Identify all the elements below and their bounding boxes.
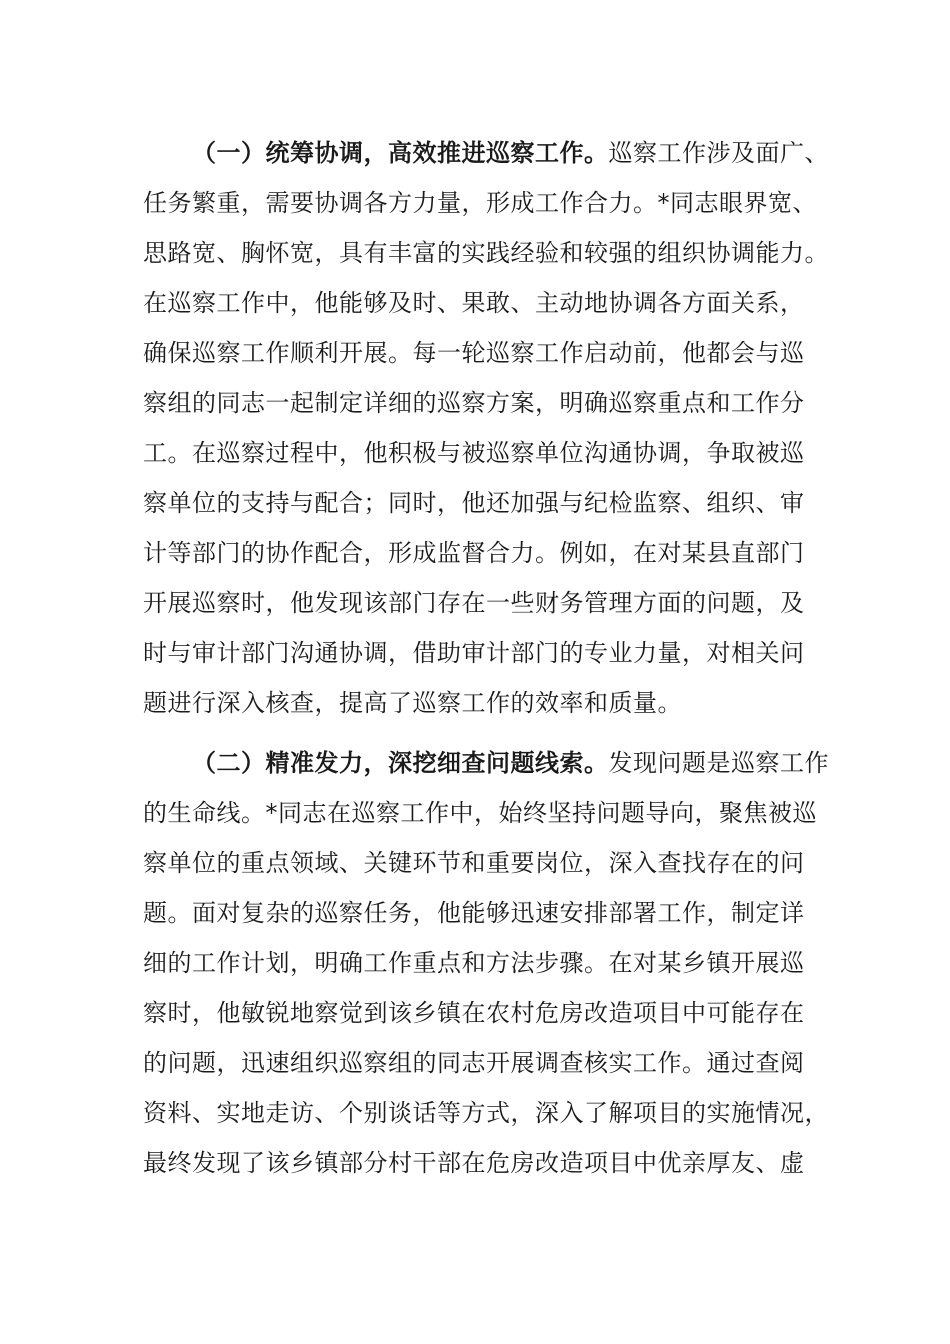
paragraph-1-line-6: 察组的同志一起制定详细的巡察方案，明确巡察重点和工作分: [143, 389, 805, 417]
paragraph-2-line-3: 察单位的重点领域、关键环节和重要岗位，深入查找存在的问: [143, 849, 805, 877]
paragraph-1-line-8: 察单位的支持与配合；同时，他还加强与纪检监察、组织、审: [143, 489, 805, 517]
paragraph-1-line-5: 确保巡察工作顺利开展。每一轮巡察工作启动前，他都会与巡: [143, 339, 805, 367]
paragraph-1-first-line-text: 巡察工作涉及面广、: [608, 139, 829, 167]
paragraph-1-line-4: 在巡察工作中，他能够及时、果敢、主动地协调各方面关系，: [143, 289, 805, 317]
paragraph-2-heading: （二）精准发力，深挖细查问题线索。: [192, 749, 609, 777]
paragraph-1-line-12: 题进行深入核查，提高了巡察工作的效率和质量。: [143, 689, 682, 717]
paragraph-1-line-11: 时与审计部门沟通协调，借助审计部门的专业力量，对相关问: [143, 639, 805, 667]
paragraph-1-line-10: 开展巡察时，他发现该部门存在一些财务管理方面的问题，及: [143, 589, 805, 617]
paragraph-2-line-7: 的问题，迅速组织巡察组的同志开展调查核实工作。通过查阅: [143, 1049, 805, 1077]
paragraph-1-line-9: 计等部门的协作配合，形成监督合力。例如，在对某县直部门: [143, 539, 805, 567]
paragraph-2-line-5: 细的工作计划，明确工作重点和方法步骤。在对某乡镇开展巡: [143, 949, 805, 977]
paragraph-2-line-2: 的生命线。*同志在巡察工作中，始终坚持问题导向，聚焦被巡: [143, 799, 817, 827]
paragraph-1-heading: （一）统筹协调，高效推进巡察工作。: [192, 139, 609, 167]
paragraph-2-first-line: [192, 748, 829, 778]
paragraph-1-line-2: 任务繁重，需要协调各方力量，形成工作合力。*同志眼界宽、: [143, 189, 817, 217]
paragraph-2-line-6: 察时，他敏锐地察觉到该乡镇在农村危房改造项目中可能存在: [143, 999, 805, 1027]
paragraph-1-line-3: 思路宽、胸怀宽，具有丰富的实践经验和较强的组织协调能力。: [143, 239, 829, 267]
paragraph-2-first-line-text: 发现问题是巡察工作: [608, 749, 829, 777]
paragraph-1-first-line: [192, 138, 829, 168]
paragraph-1-line-7: 工。在巡察过程中，他积极与被巡察单位沟通协调，争取被巡: [143, 439, 805, 467]
paragraph-2-line-8: 资料、实地走访、个别谈话等方式，深入了解项目的实施情况，: [143, 1099, 829, 1127]
paragraph-2-line-4: 题。面对复杂的巡察任务，他能够迅速安排部署工作，制定详: [143, 899, 805, 927]
paragraph-2-line-9: 最终发现了该乡镇部分村干部在危房改造项目中优亲厚友、虚: [143, 1149, 805, 1177]
